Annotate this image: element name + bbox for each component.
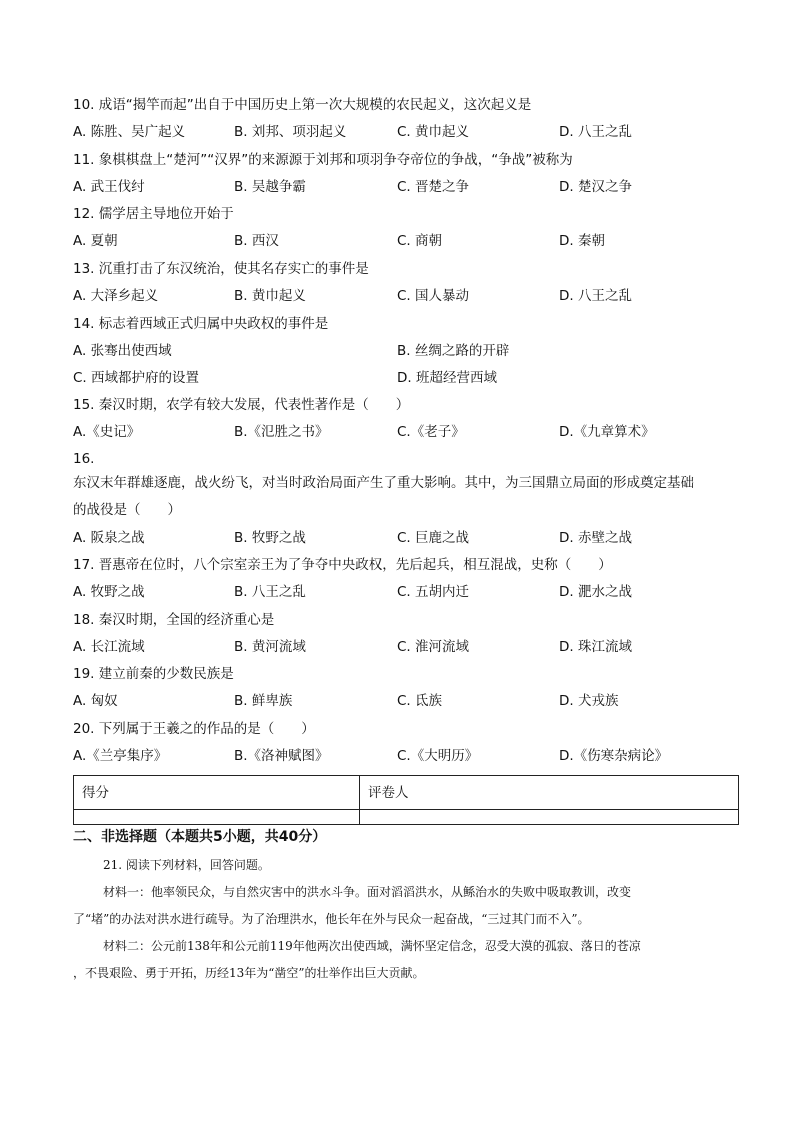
score-label: 得分: [82, 785, 109, 801]
question-text: 下列属于王羲之的作品的是（ ）: [98, 721, 315, 737]
question-number: 17.: [73, 557, 95, 573]
option-d: D. 赤壁之战: [559, 530, 632, 546]
question-11-stem: [73, 151, 573, 169]
question-19-options: [73, 692, 733, 710]
question-text: 象棋棋盘上“楚河”“汉界”的来源源于刘邦和项羽争夺帝位的争战，“争战”被称为: [98, 152, 573, 168]
question-15-stem: [73, 396, 409, 414]
question-text: 儒学居主导地位开始于: [98, 206, 234, 222]
option-b: B. 刘邦、项羽起义: [234, 124, 347, 140]
question-number: 19.: [73, 666, 95, 682]
material-1-line2: 了“堵”的办法对洪水进行疏导。为了治理洪水，他长年在外与民众一起奋战，“三过其门而不入”。: [73, 912, 590, 926]
question-text: 晋惠帝在位时，八个宗室亲王为了争夺中央政权，先后起兵，相互混战，史称（ ）: [98, 557, 612, 573]
question-12-stem: [73, 205, 234, 223]
option-d: D. 八王之乱: [559, 288, 632, 304]
question-10-options: [73, 123, 733, 141]
question-text: 建立前秦的少数民族是: [98, 666, 234, 682]
option-d: D. 八王之乱: [559, 124, 632, 140]
score-table: [73, 775, 739, 825]
question-16-number: 16.: [73, 451, 95, 467]
question-text: 标志着西域正式归属中央政权的事件是: [98, 316, 329, 332]
option-c: C. 氐族: [397, 693, 443, 709]
option-c: C. 商朝: [397, 233, 443, 249]
question-number: 15.: [73, 397, 95, 413]
option-c: C. 西域都护府的设置: [73, 370, 200, 386]
question-14-options-row1: [73, 342, 733, 360]
question-16-stem-line1: 东汉末年群雄逐鹿，战火纷飞，对当时政治局面产生了重大影响。其中，为三国鼎立局面的形成奠定基础: [73, 475, 694, 491]
option-b: B. 鲜卑族: [234, 693, 293, 709]
option-a: A. 匈奴: [73, 693, 118, 709]
option-c: C. 晋楚之争: [397, 179, 470, 195]
option-c: C. 黄巾起义: [397, 124, 470, 140]
question-20-stem: [73, 720, 315, 738]
option-b: B. 黄巾起义: [234, 288, 306, 304]
option-c: C. 五胡内迁: [397, 584, 470, 600]
question-21-intro: 21. 阅读下列材料，回答问题。: [103, 858, 270, 872]
question-10-stem: [73, 96, 531, 114]
question-text: 成语“揭竿而起”出自于中国历史上第一次大规模的农民起义，这次起义是: [98, 97, 532, 113]
question-18-stem: [73, 611, 274, 629]
option-d: D. 珠江流域: [559, 639, 632, 655]
question-15-options: [73, 423, 733, 441]
material-1-line1: 材料一：他率领民众，与自然灾害中的洪水斗争。面对滔滔洪水，从鲧治水的失败中吸取教训，改变: [103, 885, 632, 899]
option-a: A. 牧野之战: [73, 584, 145, 600]
question-number: 10.: [73, 97, 95, 113]
option-b: B.《氾胜之书》: [234, 424, 329, 440]
option-d: D. 犬戎族: [559, 693, 619, 709]
option-b: B.《洛神赋图》: [234, 748, 329, 764]
question-text: 秦汉时期，农学有较大发展，代表性著作是（ ）: [98, 397, 410, 413]
material-2-line2: ，不畏艰险、勇于开拓，历经13年为“凿空”的壮举作出巨大贡献。: [73, 966, 425, 980]
question-11-options: [73, 178, 733, 196]
option-d: D. 班超经营西域: [397, 370, 497, 386]
option-b: B. 牧野之战: [234, 530, 306, 546]
question-number: 20.: [73, 721, 95, 737]
question-number: 18.: [73, 612, 95, 628]
option-d: D. 楚汉之争: [559, 179, 632, 195]
question-text: 秦汉时期，全国的经济重心是: [98, 612, 275, 628]
question-19-stem: [73, 665, 234, 683]
option-a: A. 武王伐纣: [73, 179, 145, 195]
option-b: B. 黄河流域: [234, 639, 306, 655]
option-c: C. 国人暴动: [397, 288, 470, 304]
question-number: 13.: [73, 261, 95, 277]
question-18-options: [73, 638, 733, 656]
table-divider-vertical: [359, 776, 360, 824]
question-16-options: [73, 529, 733, 547]
question-14-stem: [73, 315, 328, 333]
question-13-options: [73, 287, 733, 305]
option-a: A. 夏朝: [73, 233, 118, 249]
question-16-stem-line2: 的战役是（ ）: [73, 502, 181, 518]
question-17-options: [73, 583, 733, 601]
option-a: A. 大泽乡起义: [73, 288, 159, 304]
option-d: D. 淝水之战: [559, 584, 632, 600]
option-a: A. 陈胜、吴广起义: [73, 124, 186, 140]
option-c: C. 淮河流域: [397, 639, 470, 655]
question-12-options: [73, 232, 733, 250]
option-d: D.《伤寒杂病论》: [559, 748, 669, 764]
option-b: B. 丝绸之路的开辟: [397, 343, 510, 359]
option-c: C.《老子》: [397, 424, 465, 440]
option-b: B. 吴越争霸: [234, 179, 306, 195]
question-number: 11.: [73, 152, 95, 168]
option-a: A.《兰亭集序》: [73, 748, 168, 764]
question-20-options: [73, 747, 733, 765]
question-14-options-row2: [73, 369, 733, 387]
option-a: A.《史记》: [73, 424, 141, 440]
reviewer-label: 评卷人: [368, 785, 409, 801]
option-c: C.《大明历》: [397, 748, 479, 764]
option-b: B. 西汉: [234, 233, 279, 249]
question-number: 14.: [73, 316, 95, 332]
material-2-line1: 材料二：公元前138年和公元前119年他两次出使西域，满怀坚定信念，忍受大漠的孤寂、落日的苍凉: [103, 939, 641, 953]
option-c: C. 巨鹿之战: [397, 530, 470, 546]
option-a: A. 张骞出使西域: [73, 343, 172, 359]
option-a: A. 长江流域: [73, 639, 145, 655]
question-13-stem: [73, 260, 369, 278]
table-divider-horizontal: [74, 809, 738, 810]
question-17-stem: [73, 556, 612, 574]
option-d: D.《九章算术》: [559, 424, 655, 440]
section-title: 二、非选择题（本题共5小题，共40分）: [73, 829, 327, 845]
option-d: D. 秦朝: [559, 233, 605, 249]
option-b: B. 八王之乱: [234, 584, 306, 600]
question-text: 沉重打击了东汉统治，使其名存实亡的事件是: [98, 261, 369, 277]
option-a: A. 阪泉之战: [73, 530, 145, 546]
question-number: 12.: [73, 206, 95, 222]
